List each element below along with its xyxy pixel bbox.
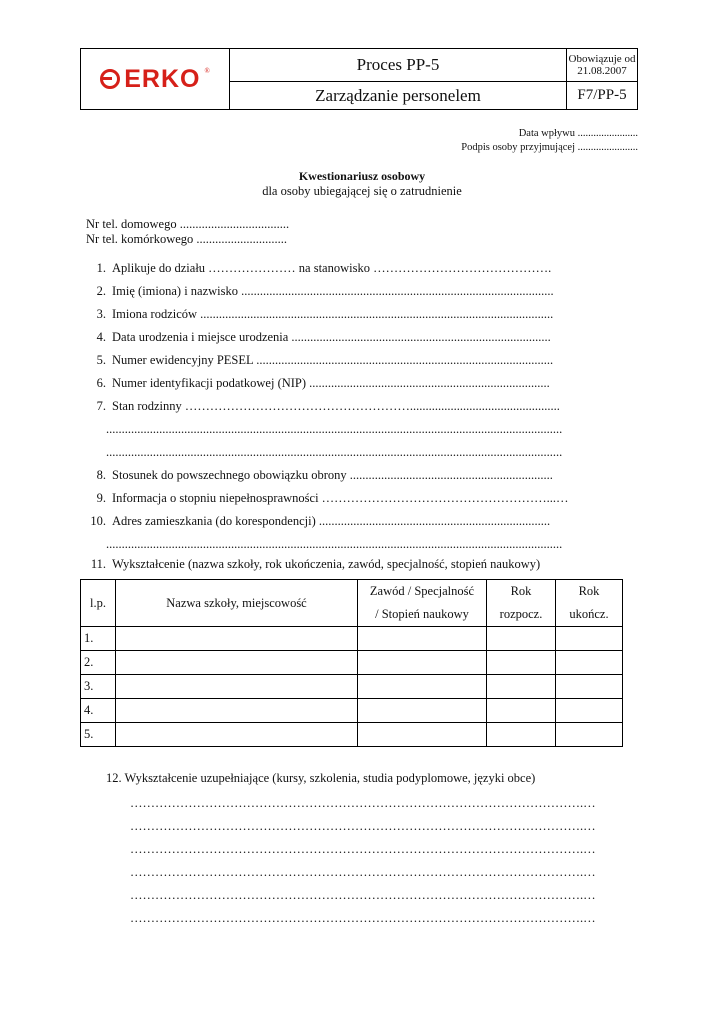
process-name: Proces PP-5 — [230, 49, 567, 82]
table-row: 4. — [81, 699, 623, 723]
form-subtitle: dla osoby ubiegającej się o zatrudnienie — [262, 184, 462, 198]
document-name: Zarządzanie personelem — [230, 82, 567, 110]
logo-cell — [81, 49, 230, 110]
intake-info — [461, 127, 638, 155]
continuation-line[interactable]: .................................................................................................................................................. — [106, 422, 563, 436]
table-header-row — [81, 580, 623, 627]
table-row: 3. — [81, 675, 623, 699]
document-header — [80, 48, 638, 110]
table-row: 1. — [81, 627, 623, 651]
continuation-line[interactable]: .................................................................................................................................................. — [106, 537, 563, 551]
answer-line[interactable]: ……………………………………………………………………………………………….… — [130, 865, 596, 879]
answer-line[interactable]: ……………………………………………………………………………………………….… — [130, 888, 596, 902]
answer-line[interactable]: ……………………………………………………………………………………………….… — [130, 911, 596, 925]
column-header-lp: l.p. — [81, 580, 116, 627]
mobile-phone-field[interactable]: Nr tel. komórkowego ............................. — [86, 232, 288, 246]
effective-label: Obowiązuje od — [568, 53, 636, 66]
education-table — [80, 579, 623, 747]
registered-mark: ® — [204, 66, 210, 75]
document-code: F7/PP-5 — [567, 82, 638, 110]
erko-logo — [81, 65, 229, 94]
answer-line[interactable]: ……………………………………………………………………………………………….… — [130, 796, 596, 810]
column-header-end-year: Rok ukończ. — [556, 580, 623, 627]
form-title: Kwestionariusz osobowy — [298, 169, 426, 183]
received-date-field[interactable]: Data wpływu ....................... — [518, 128, 638, 139]
phone-fields — [86, 217, 289, 247]
table-row: 5. — [81, 723, 623, 747]
question-12: 12. Wykształcenie uzupełniające (kursy, szkolenia, studia podyplomowe, języki obce) — [106, 771, 536, 785]
effective-date-cell — [567, 49, 638, 82]
home-phone-field[interactable]: Nr tel. domowego ................................... — [86, 217, 290, 231]
erko-logo-icon — [100, 69, 120, 89]
answer-line[interactable]: ……………………………………………………………………………………………….… — [130, 842, 596, 856]
effective-date: 21.08.2007 — [577, 65, 627, 78]
continuation-line[interactable]: .................................................................................................................................................. — [106, 445, 563, 459]
column-header-profession: Zawód / Specjalność / Stopień naukowy — [358, 580, 487, 627]
answer-line[interactable]: ……………………………………………………………………………………………….… — [130, 819, 596, 833]
column-header-start-year: Rok rozpocz. — [487, 580, 556, 627]
column-header-school: Nazwa szkoły, miejscowość — [116, 580, 358, 627]
table-row: 2. — [81, 651, 623, 675]
logo-text: ERKO — [124, 64, 201, 93]
receiver-signature-field[interactable]: Podpis osoby przyjmującej ....................... — [461, 142, 638, 153]
